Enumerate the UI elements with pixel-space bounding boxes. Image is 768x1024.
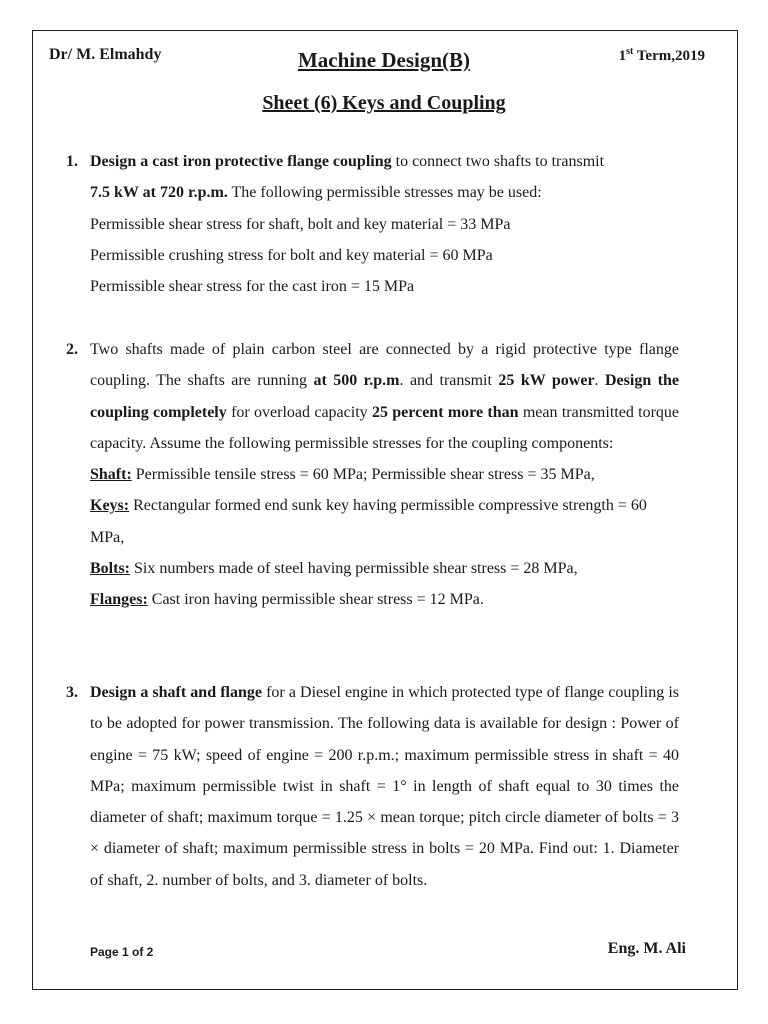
q2-keys-line [90,490,679,553]
question-1 [66,146,679,302]
q2-shaft-line [90,459,679,490]
q2-paragraph [90,334,679,459]
page-number: Page 1 of 2 [90,945,154,959]
q1-text-2: The following permissible stresses may be used: [227,184,542,202]
term-rest: Term,2019 [633,48,705,64]
term-number: 1 [618,48,627,64]
course-title: Machine Design(B) [297,48,471,72]
sheet-title: Sheet (6) Keys and Coupling [262,92,506,114]
q3-bold-1: Design a shaft and flange [90,684,262,701]
q1-line-4: Permissible crushing stress for bolt and key material = 60 MPa [90,246,493,264]
q1-bold-1: Design a cast iron protective flange coupling [90,153,392,170]
q1-line-1 [90,146,679,177]
q2-bold-3: Design the coupling completely [90,372,679,421]
term-superscript: st [626,46,634,57]
keys-text: Rectangular formed end sunk key having permissible compressive strength = 60 MPa, [90,497,647,546]
question-3 [66,677,679,896]
q2-text-2: . and transmit [399,372,499,390]
header-author: Dr/ M. Elmahdy [49,46,162,63]
q1-text-1: to connect two shafts to transmit [391,153,605,170]
bolts-label: Bolts: [90,560,130,578]
q2-text-4: for overload capacity [226,403,372,421]
footer-author: Eng. M. Ali [607,940,686,957]
question-number: 3. [66,684,78,701]
q3-paragraph [90,677,679,896]
q2-flanges-line [90,584,679,615]
bolts-text: Six numbers made of steel having permissible shear stress = 28 MPa, [130,560,578,578]
q1-line-2 [90,177,679,208]
q2-text-5: mean transmitted torque capacity. Assume the following permissible stresses for the coupling components: [90,403,680,452]
q2-bold-1: at 500 r.p.m [313,372,400,390]
question-2 [66,334,680,616]
q2-bold-2: 25 kW power [498,372,595,390]
keys-label: Keys: [90,497,130,515]
question-number: 1. [66,153,78,170]
q2-text-1: Two shafts made of plain carbon steel are connected by a rigid protective type flange coupling. The shafts are running [90,341,679,390]
shaft-text: Permissible tensile stress = 60 MPa; Permissible shear stress = 35 MPa, [131,466,595,484]
shaft-label: Shaft: [90,466,132,484]
q2-text-3: . [594,372,605,390]
question-number: 2. [66,341,78,358]
flanges-label: Flanges: [90,591,148,609]
header-term [619,46,705,65]
q2-bolts-line [90,553,679,584]
q2-bold-4: 25 percent more than [371,403,519,421]
q1-line-5: Permissible shear stress for the cast iron = 15 MPa [90,278,415,296]
q3-text-1: for a Diesel engine in which protected type of flange coupling is to be adopted for power transmission. The following data is available for design : Power of engine = 75 kW; speed of engine = 200 r.p.m.; maximum permissible stress in shaft = 40 MPa; maximum permissible twist in shaft = 1° in length of shaft equal to 30 times the diameter of shaft; maximum torque = 1.25 × mean torque; pitch circle diameter of bolts = 3 × diameter of shaft; maximum permissible stress in bolts = 20 MPa. Find out: 1. Diameter of shaft, 2. number of bolts, and 3. diameter of bolts. [90,684,679,889]
q1-line-3: Permissible shear stress for shaft, bolt and key material = 33 MPa [90,215,511,233]
q1-bold-2: 7.5 kW at 720 r.p.m. [90,184,228,202]
flanges-text: Cast iron having permissible shear stress = 12 MPa. [147,591,484,609]
